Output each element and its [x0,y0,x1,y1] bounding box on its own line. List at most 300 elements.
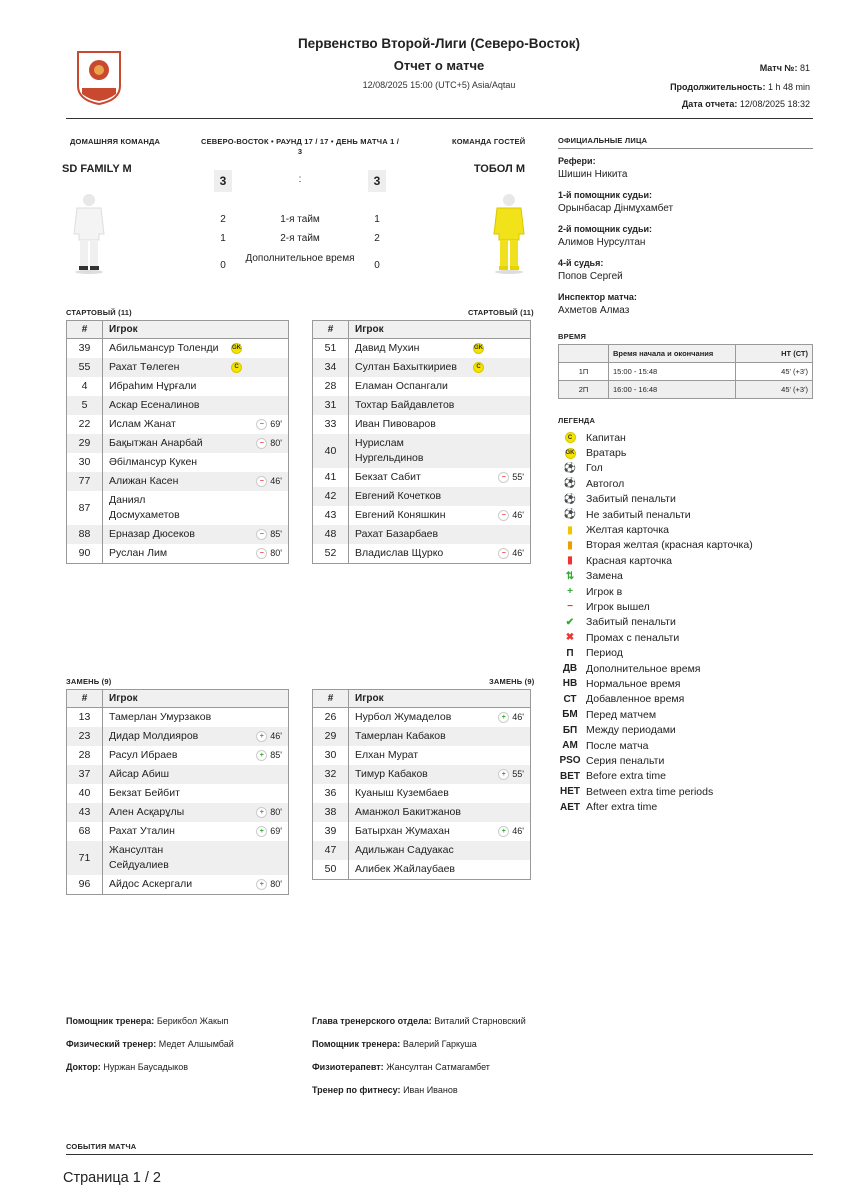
time-col-range: Время начала и окончания [609,345,736,363]
player-cell [103,544,289,564]
home-score: 3 [214,170,232,192]
player-in-icon: + [256,807,267,818]
legend-title: ЛЕГЕНДА [558,416,596,425]
player-in-icon: + [256,879,267,890]
before-extra-icon: BET [560,770,580,782]
table-row [67,803,289,822]
legend-item: БП Между периодами [558,722,813,737]
player-cell [103,491,289,525]
player-name: Евгений Коняшкин [355,509,446,521]
player-number: 22 [67,415,103,434]
player-cell [103,822,289,841]
player-number: 4 [67,377,103,396]
player-name: Ерназар Дюсеков [109,528,195,540]
added-time-icon: СТ [563,693,577,705]
table-row [67,472,289,491]
legend-item: ⚽ Не забитый пенальти [558,507,813,522]
player-name: Бекзат Сабит [355,471,421,483]
player-name: Адильжан Садуакас [355,844,454,856]
player-out-icon: − [567,601,573,613]
player-out-event: − 55' [498,470,524,485]
player-number: 29 [67,434,103,453]
staff-item: Доктор: Нуржан Баусадыков [66,1062,188,1072]
home-start-label: СТАРТОВЫЙ (11) [66,308,132,317]
player-out-event: − 80' [256,436,282,451]
player-cell [103,765,289,784]
player-number: 42 [313,487,349,506]
table-row [313,822,531,841]
events-divider [66,1154,813,1155]
after-match-icon: АМ [562,740,578,751]
table-row [67,784,289,803]
player-number: 40 [313,434,349,468]
extra-time-icon: ДВ [562,663,578,675]
time-range: 15:00 - 15:48 [609,363,736,381]
player-name: Елхан Мурат [355,749,419,761]
home-sub-table [66,689,289,895]
player-out-icon: − [256,548,267,559]
player-name: Алибек Жайлаубаев [355,863,456,875]
player-cell [103,784,289,803]
player-cell [103,415,289,434]
legend-item: C Капитан [558,430,813,445]
table-row [67,339,289,359]
legend-item: ⚽ Гол [558,461,813,476]
official-fourth: 4-й судья: Попов Сергей [558,258,623,282]
player-name: Ален Асқарұлы [109,806,185,818]
legend-item: ▮ Желтая карточка [558,522,813,537]
player-number: 28 [67,746,103,765]
table-row [313,487,531,506]
player-in-icon: + [567,586,573,598]
player-cell [349,487,531,506]
table-row [67,875,289,895]
player-name: Рахат Төлеген [109,361,180,373]
player-name: Султан Бахыткириев [355,361,457,373]
period-3-label: Дополнительное время [245,253,355,264]
penalty-check-icon: ✔ [565,616,575,628]
table-row [313,358,531,377]
penalty-scored-icon: ⚽ [563,493,577,505]
player-cell [349,468,531,487]
player-cell [103,396,289,415]
player-cell [103,708,289,728]
after-extra-icon: AET [560,801,580,813]
player-in-event: + 80' [256,805,282,820]
player-name: Владислав Щурко [355,547,444,559]
legend-item: ДВ Дополнительное время [558,661,813,676]
captain-badge-icon: C [231,362,242,373]
player-in-icon: + [256,731,267,742]
player-cell [349,544,531,564]
official-inspector: Инспектор матча: Ахметов Алмаз [558,292,637,316]
player-name: Давид Мухин [355,342,420,354]
table-row [313,765,531,784]
player-name: Ислам Жанат [109,418,176,430]
goalkeeper-badge-icon: GK [473,343,484,354]
table-row [67,415,289,434]
legend-item: HET Between extra time periods [560,785,714,798]
goalkeeper-badge-icon: GK [231,343,242,354]
player-name: Әбілмансур Кукен [109,456,198,468]
staff-item: Глава тренерского отдела: Виталий Старновский [312,1016,526,1026]
player-cell [349,396,531,415]
player-number: 43 [313,506,349,525]
table-row [67,377,289,396]
staff-item: Помощник тренера: Валерий Гаркуша [312,1039,477,1049]
player-out-icon: − [256,476,267,487]
time-ht: 45' (+3') [736,363,813,381]
table-row [313,468,531,487]
legend-item: ▮ Красная карточка [558,553,813,568]
player-number: 13 [67,708,103,728]
match-duration: Продолжительность: 1 h 48 min [670,82,810,92]
player-cell [349,434,531,468]
captain-badge-icon: C [473,362,484,373]
player-out-icon: − [498,548,509,559]
table-row [313,803,531,822]
away-team-label: КОМАНДА ГОСТЕЙ [452,137,526,146]
player-name: Куаныш Кузембаев [355,787,449,799]
col-number: # [313,321,349,339]
player-in-event: + 46' [256,729,282,744]
player-name: Иван Пивоваров [355,418,436,430]
player-name: Ибраһим Нұрғали [109,380,197,392]
time-table [558,344,813,399]
player-name: Евгений Кочетков [355,490,442,502]
player-number: 87 [67,491,103,525]
legend-item: АМ После матча [558,738,813,753]
player-number: 37 [67,765,103,784]
player-number: 48 [313,525,349,544]
page-number: Страница 1 / 2 [63,1170,161,1186]
time-range: 16:00 - 16:48 [609,381,736,399]
period-3-away: 0 [374,260,380,271]
player-name: Нурбол Жумаделов [355,711,452,723]
period-1-home: 2 [220,214,226,225]
table-row [313,525,531,544]
away-start-table [312,320,531,564]
player-cell [349,784,531,803]
player-in-event: + 85' [256,748,282,763]
player-name: Бақытжан Анарбай [109,437,203,449]
staff-item: Помощник тренера: Берикбол Жакып [66,1016,229,1026]
col-player: Игрок [349,321,531,339]
player-number: 47 [313,841,349,860]
period-1-away: 1 [374,214,380,225]
report-date: Дата отчета: 12/08/2025 18:32 [681,99,810,109]
time-period: 2П [559,381,609,399]
legend-item: СТ Добавленное время [558,692,813,707]
home-staff [66,1014,296,1083]
home-sub-label: ЗАМЕНЬ (9) [66,677,112,686]
match-datetime: 12/08/2025 15:00 (UTC+5) Asia/Aqtau [362,80,516,90]
legend-item: − Игрок вышел [558,599,813,614]
table-row [67,525,289,544]
player-cell [349,841,531,860]
away-sub-table [312,689,531,880]
officials-list [558,156,808,326]
player-out-event: − 69' [256,417,282,432]
player-number: 90 [67,544,103,564]
shootout-icon: PSO [559,755,581,767]
player-name: Тохтар Байдавлетов [355,399,455,411]
official-assistant-2: 2-й помощник судьи: Алимов Нурсултан [558,224,653,248]
player-cell [103,358,289,377]
table-row [313,377,531,396]
legend-item: BET Before extra time [560,770,666,783]
time-title: ВРЕМЯ [558,332,587,341]
player-in-event: + 46' [498,710,524,725]
home-kit-icon [70,192,108,279]
official-assistant-1: 1-й помощник судьи: Орынбасар Дінмұхамбет [558,190,674,214]
player-cell [103,525,289,544]
legend-item: БМ Перед матчем [558,707,813,722]
between-periods-icon: БП [562,724,578,736]
player-name: Рахат Базарбаев [355,528,439,540]
player-number: 38 [313,803,349,822]
player-name: Айсар Абиш [109,768,170,780]
player-number: 30 [67,453,103,472]
player-in-event: + 46' [498,824,524,839]
player-name: Бекзат Бейбит [109,787,180,799]
player-number: 96 [67,875,103,895]
round-info: СЕВЕРО-ВОСТОК • РАУНД 17 / 17 • ДЕНЬ МАТЧА 1 / 3 [200,137,400,156]
substitution-icon: ⇅ [565,570,575,582]
player-cell [349,525,531,544]
player-cell [103,841,289,875]
player-in-event: + 55' [498,767,524,782]
player-number: 52 [313,544,349,564]
player-out-event: − 80' [256,546,282,561]
player-in-icon: + [498,712,509,723]
player-cell [349,708,531,728]
table-row [67,396,289,415]
table-row [67,765,289,784]
period-2-away: 2 [374,233,380,244]
player-number: 55 [67,358,103,377]
player-cell [103,434,289,453]
player-cell [349,415,531,434]
legend-item: ⇅ Замена [558,569,813,584]
player-cell [103,377,289,396]
player-cell [349,727,531,746]
second-yellow-icon: ▮ [567,539,573,551]
period-2-label: 2-я тайм [280,233,320,244]
home-team-name: SD FAMILY M [62,163,132,175]
between-extra-icon: HET [560,786,580,798]
player-out-event: − 46' [498,546,524,561]
period-icon: П [566,647,574,659]
player-number: 5 [67,396,103,415]
legend-item: PSO Серия пенальти [559,754,665,767]
player-cell [349,822,531,841]
player-cell [349,803,531,822]
table-row [313,727,531,746]
player-in-icon: + [498,769,509,780]
time-period: 1П [559,363,609,381]
before-match-icon: БМ [562,709,578,721]
table-row [67,491,289,525]
player-name: Тамерлан Умурзаков [109,711,212,723]
col-player: Игрок [349,690,531,708]
player-cell [103,746,289,765]
legend-item: ✖ Промах с пенальти [558,630,813,645]
player-number: 33 [313,415,349,434]
table-row [313,415,531,434]
player-in-icon: + [498,826,509,837]
table-row [313,434,531,468]
player-out-event: − 46' [256,474,282,489]
table-row [313,544,531,564]
player-cell [349,746,531,765]
report-title: Первенство Второй-Лиги (Северо-Восток) [297,36,581,51]
col-player: Игрок [103,321,289,339]
legend-item: НВ Нормальное время [558,676,813,691]
player-number: 32 [313,765,349,784]
period-1-label: 1-я тайм [280,214,320,225]
table-row [67,358,289,377]
player-number: 29 [313,727,349,746]
player-name: Даниял Досмухаметов [109,494,180,521]
player-in-event: + 80' [256,877,282,892]
player-name: Аманжол Бакитжанов [355,806,461,818]
normal-time-icon: НВ [562,678,578,690]
table-row [67,434,289,453]
player-number: 30 [313,746,349,765]
period-2-home: 1 [220,233,226,244]
player-name: Жансултан Сейдуалиев [109,844,169,871]
officials-divider [558,148,813,149]
player-out-event: − 46' [498,508,524,523]
player-out-icon: − [498,510,509,521]
officials-title: ОФИЦИАЛЬНЫЕ ЛИЦА [558,136,648,145]
player-number: 40 [67,784,103,803]
player-number: 28 [313,377,349,396]
table-row [67,727,289,746]
player-cell [349,339,531,359]
player-cell [349,358,531,377]
away-sub-label: ЗАМЕНЬ (9) [489,677,535,686]
player-cell [103,339,289,359]
table-row [313,746,531,765]
table-row [313,396,531,415]
away-staff [312,1014,532,1106]
player-cell [103,727,289,746]
captain-icon: C [558,432,582,443]
player-number: 88 [67,525,103,544]
player-in-icon: + [256,750,267,761]
player-name: Тамерлан Кабаков [355,730,446,742]
events-title: СОБЫТИЯ МАТЧА [66,1142,137,1151]
time-col-period [559,345,609,363]
player-number: 41 [313,468,349,487]
player-number: 23 [67,727,103,746]
time-ht: 45' (+3') [736,381,813,399]
away-score: 3 [368,170,386,192]
table-row [313,506,531,525]
table-row [313,784,531,803]
player-name: Аскар Есеналинов [109,399,200,411]
player-cell [349,377,531,396]
table-row [67,841,289,875]
staff-item: Тренер по фитнесу: Иван Иванов [312,1085,458,1095]
player-cell [349,765,531,784]
player-number: 36 [313,784,349,803]
player-number: 39 [313,822,349,841]
player-number: 43 [67,803,103,822]
player-number: 68 [67,822,103,841]
goalkeeper-icon: GK [558,448,582,459]
player-number: 50 [313,860,349,880]
player-out-icon: − [256,419,267,430]
player-cell [349,860,531,880]
player-out-icon: − [256,529,267,540]
player-name: Руслан Лим [109,547,168,559]
player-name: Алижан Касен [109,475,179,487]
penalty-miss-icon: ✖ [565,632,575,644]
player-cell [103,803,289,822]
player-number: 31 [313,396,349,415]
player-number: 51 [313,339,349,359]
time-col-ht: HT (СТ) [736,345,813,363]
table-row [67,746,289,765]
player-out-icon: − [256,438,267,449]
goal-icon: ⚽ [563,462,577,474]
player-name: Айдос Аскергали [109,878,193,890]
player-cell [349,506,531,525]
player-cell [103,875,289,895]
score-separator: : [298,174,302,185]
table-row [313,339,531,359]
table-row [313,841,531,860]
player-name: Абильмансур Толенди [109,342,219,354]
own-goal-icon: ⚽ [563,478,577,490]
col-number: # [313,690,349,708]
legend-item: + Игрок в [558,584,813,599]
table-row [313,708,531,728]
table-row [67,708,289,728]
table-row [313,860,531,880]
col-player: Игрок [103,690,289,708]
player-cell [103,453,289,472]
red-card-icon: ▮ [567,555,573,567]
away-team-name: ТОБОЛ М [473,163,525,175]
table-row [67,453,289,472]
header-divider [66,118,813,119]
legend-list [558,430,813,815]
player-name: Расул Ибраев [109,749,178,761]
away-kit-icon [490,192,528,279]
legend-item: ▮ Вторая желтая (красная карточка) [558,538,813,553]
legend-item: GK Вратарь [558,445,813,460]
player-name: Дидар Молдияров [109,730,199,742]
legend-item: ⚽ Забитый пенальти [558,492,813,507]
player-number: 39 [67,339,103,359]
period-3-home: 0 [220,260,226,271]
staff-item: Физиотерапевт: Жансултан Сатмагамбет [312,1062,490,1072]
player-number: 34 [313,358,349,377]
table-row [67,822,289,841]
player-out-icon: − [498,472,509,483]
legend-item: AET After extra time [560,801,658,814]
legend-item: ⚽ Автогол [558,476,813,491]
away-start-label: СТАРТОВЫЙ (11) [468,308,534,317]
player-cell [103,472,289,491]
official-referee: Рефери: Шишин Никита [558,156,628,180]
player-name: Батырхан Жумахан [355,825,450,837]
col-number: # [67,321,103,339]
